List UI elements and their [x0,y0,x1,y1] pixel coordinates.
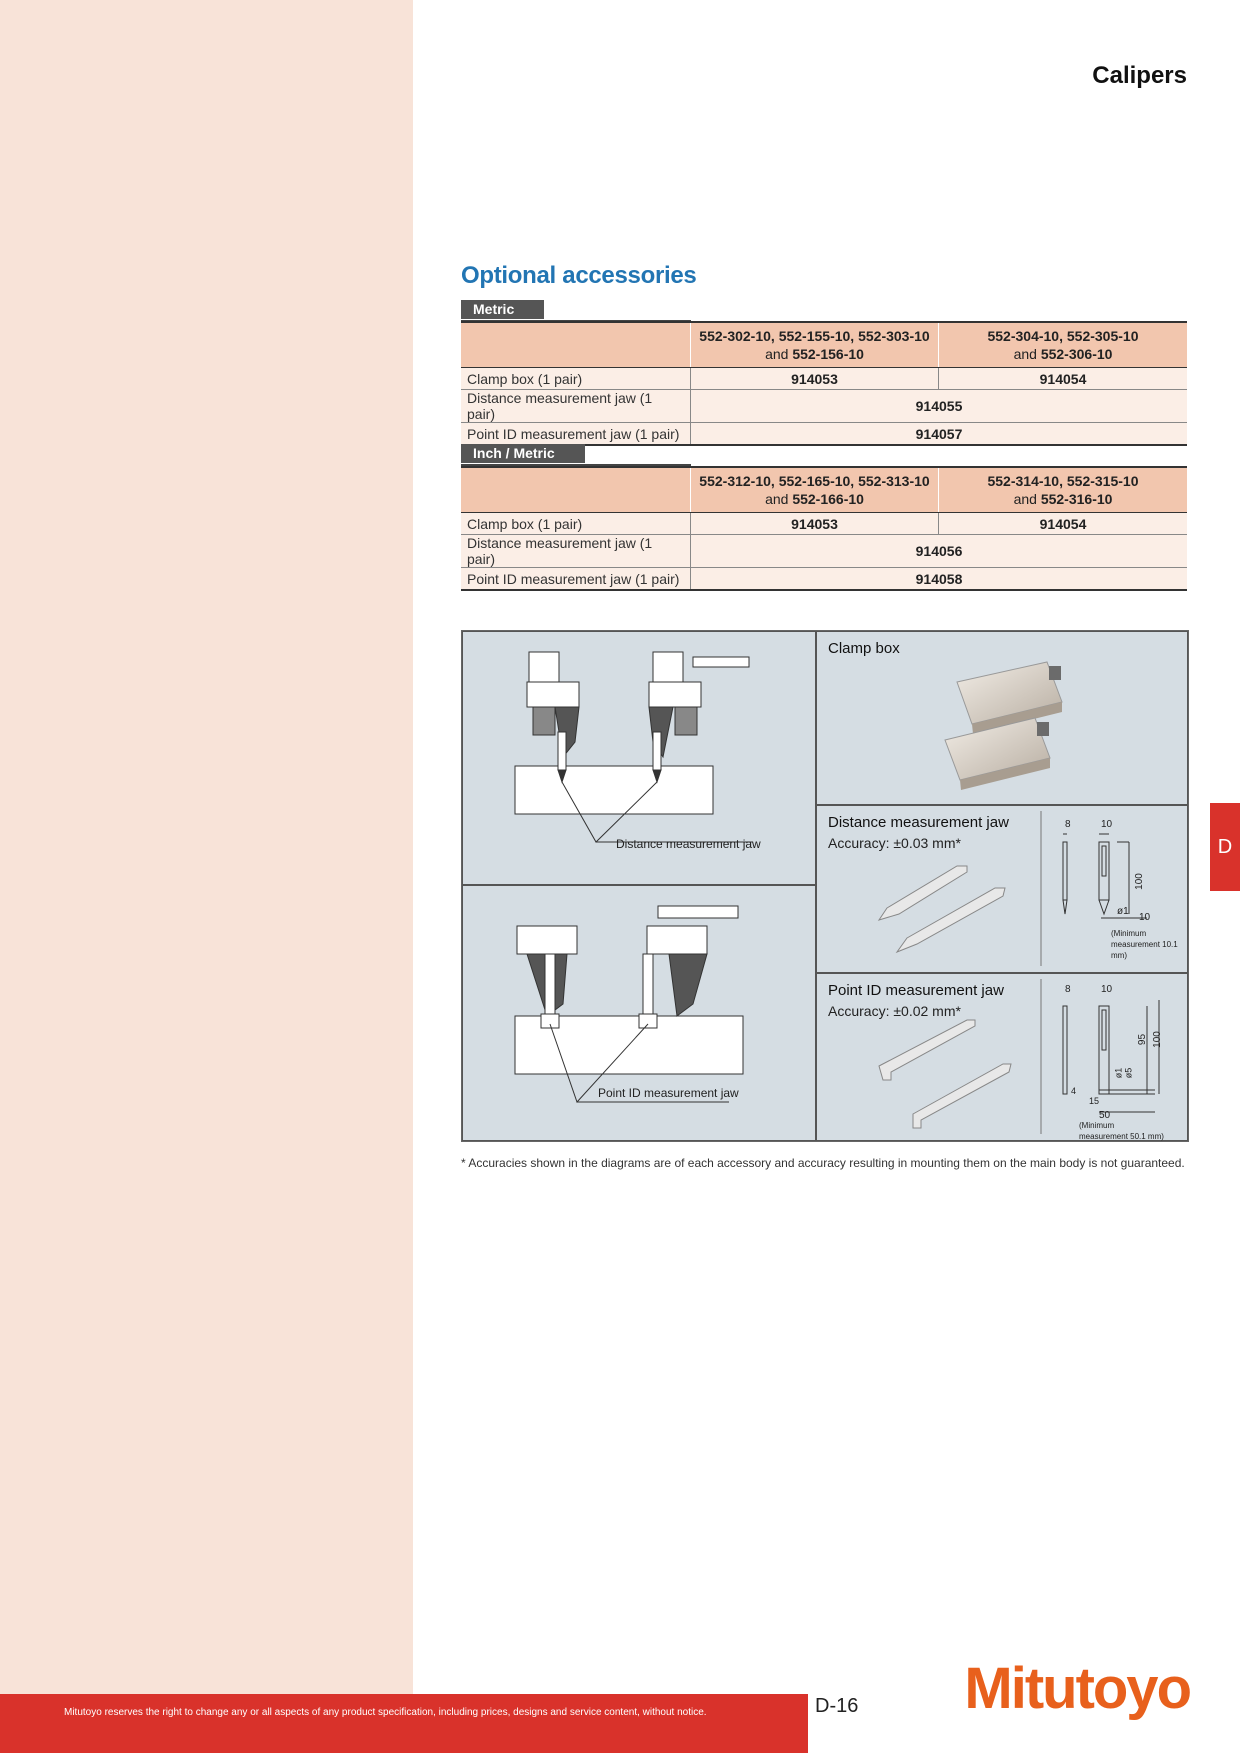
dim-phi5: ø5 [1123,1067,1134,1079]
distance-jaw-accuracy: Accuracy: ±0.03 mm* [828,835,961,851]
dim-15: 15 [1089,1096,1100,1106]
distance-usage-cell [462,631,816,885]
distance-usage-caption: Distance measurement jaw [616,837,761,851]
dim-10b: 10 [1139,912,1151,923]
dim-100: 100 [1151,1031,1163,1048]
inch-col1-header: 552-312-10, 552-165-10, 552-313-10 and 552-166-10 [691,467,939,513]
section-title: Optional accessories [461,262,697,289]
section-tab-d: D [1210,803,1240,891]
point-usage-cell [462,885,816,1141]
dim-8: 8 [1065,819,1071,830]
footer-disclaimer: Mitutoyo reserves the right to change any or all aspects of any product specification, including prices, designs and service content, without notice. [64,1707,707,1718]
table-header-row [461,322,1187,368]
table-row: Point ID measurement jaw (1 pair) 914057 [461,423,1187,446]
distance-jaw-title: Distance measurement jaw [828,814,1009,831]
dim-minimum: (Minimum measurement 10.1 mm) [1111,929,1178,960]
metric-col1-header: 552-302-10, 552-155-10, 552-303-10 and 552-156-10 [691,322,939,368]
clamp-box-cell [816,631,1188,805]
dim-phi1: ø1 [1113,1067,1124,1079]
dim-10: 10 [1101,819,1113,830]
dim-phi: ø1 [1117,906,1129,917]
metric-table [461,321,1187,446]
dim-8: 8 [1065,984,1071,995]
point-usage-caption: Point ID measurement jaw [598,1086,739,1100]
dim-100: 100 [1133,873,1145,890]
point-jaw-cell [816,973,1188,1141]
dim-4: 4 [1071,1086,1077,1096]
inch-col2-header: 552-314-10, 552-315-10 and 552-316-10 [939,467,1188,513]
metric-col2-header: 552-304-10, 552-305-10 and 552-306-10 [939,322,1188,368]
diagram-panel [461,630,1189,1142]
page-number: D-16 [815,1695,859,1717]
metric-tag: Metric [461,300,691,322]
table-row: Distance measurement jaw (1 pair) 914055 [461,390,1187,423]
table-header-row [461,467,1187,513]
footer-band [0,1694,808,1753]
point-usage-drawing [463,886,815,1140]
left-color-band [0,0,413,1753]
clamp-box-photo [817,632,1187,804]
point-jaw-accuracy: Accuracy: ±0.02 mm* [828,1003,961,1019]
mitutoyo-logo: Mitutoyo [964,1656,1190,1721]
distance-jaw-cell [816,805,1188,973]
table-row: Point ID measurement jaw (1 pair) 914058 [461,568,1187,591]
inch-table [461,466,1187,591]
dim-95: 95 [1137,1033,1149,1046]
dim-50: 50 [1099,1110,1111,1121]
footnote: * Accuracies shown in the diagrams are of each accessory and accuracy resulting in mounting them on the main body is not guaranteed. [461,1156,1185,1170]
clamp-box-title: Clamp box [828,640,900,657]
table-row: Clamp box (1 pair) 914053 914054 [461,513,1187,535]
table-row: Distance measurement jaw (1 pair) 914056 [461,535,1187,568]
dim-minimum: (Minimum measurement 50.1 mm) [1079,1121,1164,1141]
point-jaw-title: Point ID measurement jaw [828,982,1004,999]
dim-10: 10 [1101,984,1113,995]
table-row: Clamp box (1 pair) 914053 914054 [461,368,1187,390]
page-title: Calipers [1092,62,1187,89]
inch-tag: Inch / Metric [461,444,691,466]
point-jaw-drawing [817,974,1187,1140]
